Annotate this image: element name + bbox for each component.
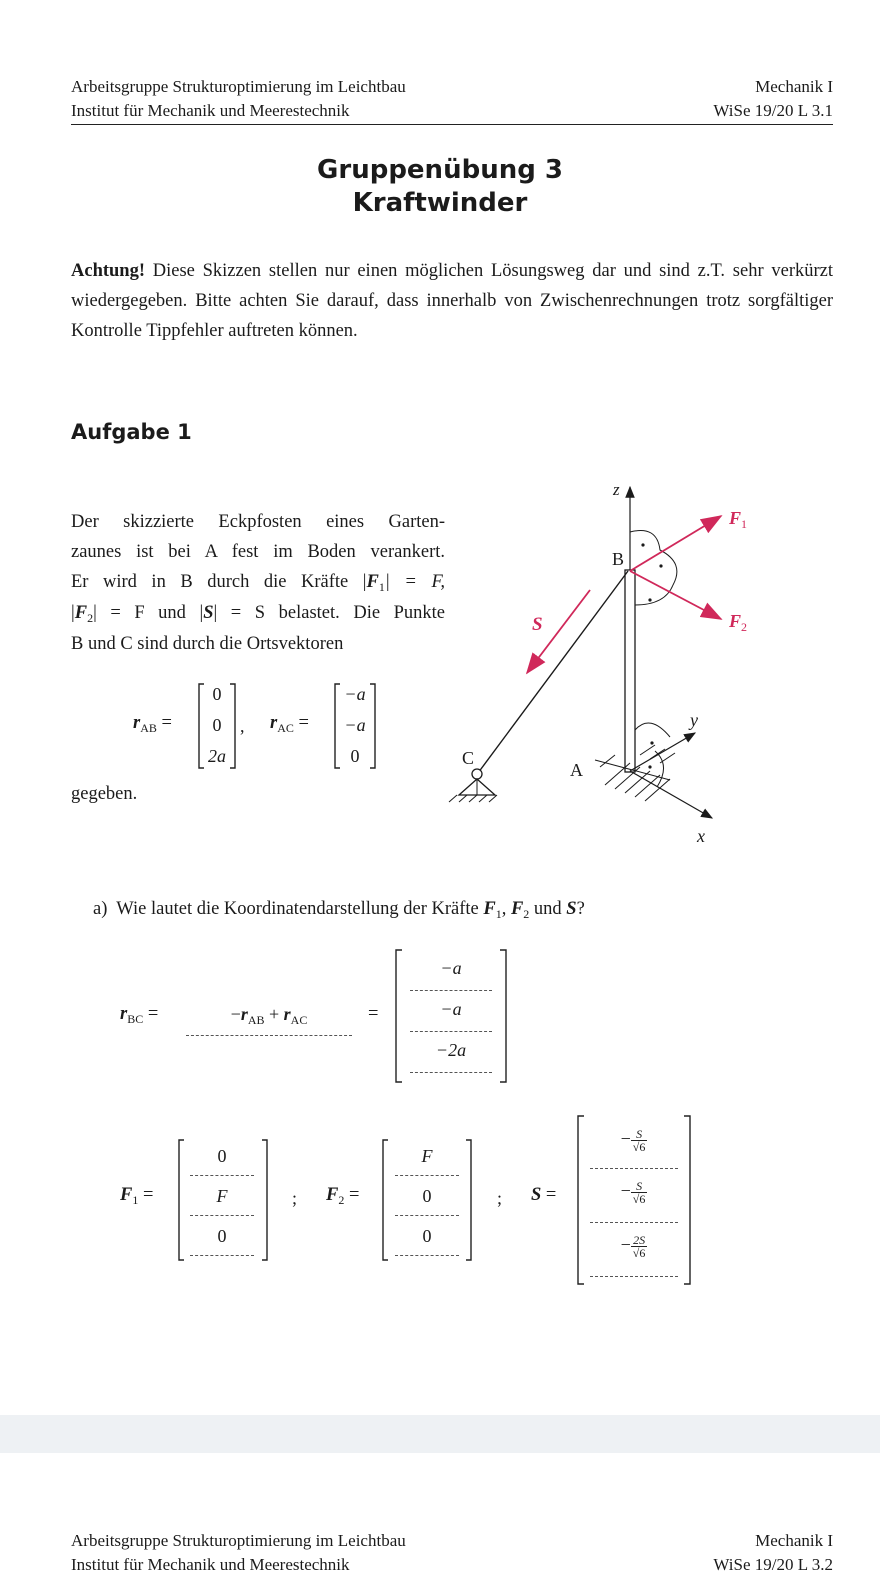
f1-z: 0	[217, 1226, 227, 1246]
r-ac-x: −a	[344, 684, 366, 704]
label-c: C	[462, 748, 475, 768]
label-f1: $F_1$	[729, 508, 748, 531]
label-x: x	[697, 826, 705, 846]
task-text	[71, 507, 445, 659]
header-semester: WiSe 19/20 L 3.1	[713, 101, 833, 120]
label-f2: $F_2$	[729, 611, 748, 634]
task-line5: B und C sind durch die Ortsvektoren	[71, 634, 344, 654]
r-bc-y: −a	[440, 999, 462, 1019]
page-separator	[0, 1415, 880, 1453]
angle-arc-a1	[635, 723, 670, 737]
y-axis	[630, 733, 695, 771]
page-subtitle: Kraftwinder	[352, 188, 528, 218]
r-bc-y-blank	[410, 1031, 492, 1032]
f1-label: $F_1$ =	[120, 1185, 154, 1207]
r-ab-y: 0	[212, 715, 222, 735]
s-x: − $\frac{S}{√6}$	[620, 1127, 646, 1154]
task-line2: zaunes ist bei A fest im Boden verankert.	[71, 542, 445, 562]
s-label: S =	[531, 1185, 557, 1205]
post	[625, 570, 635, 772]
header-rule	[71, 124, 833, 125]
r-ab-z: 2a	[208, 746, 226, 766]
r-bc-z-blank	[410, 1072, 492, 1073]
next-header-institution-line1: Arbeitsgruppe Strukturoptimierung im Leichtbau	[71, 1531, 406, 1550]
r-ac-z: 0	[350, 746, 360, 766]
separator-2: ;	[497, 1188, 503, 1208]
r-bc-label: $r_{BC}$ =	[120, 1004, 159, 1026]
f2-z: 0	[422, 1226, 432, 1246]
x-axis	[630, 771, 712, 818]
f1-y: F	[216, 1186, 228, 1206]
f2-label: $F_2$ =	[326, 1185, 360, 1207]
task-heading: Aufgabe 1	[71, 420, 192, 444]
force-f1-arrow	[630, 516, 721, 571]
f1-x: 0	[217, 1146, 227, 1166]
s-z: − $\frac{2S}{√6}$	[620, 1233, 646, 1260]
label-a: A	[570, 760, 583, 780]
r-bc-x: −a	[440, 958, 462, 978]
r-bc-z: −2a	[435, 1040, 467, 1060]
next-header-institution-line2: Institut für Mechanik und Meerestechnik	[71, 1555, 350, 1574]
part-a-question: a) Wie lautet die Koordinatendarstellung der Kräfte $F_1$, $F_2$ und S?	[93, 899, 585, 921]
r-bc-expression: $-r_{AB} + r_{AC}$	[230, 1004, 308, 1027]
task-line1: Der skizzierte Eckpfosten eines Garten-	[71, 512, 445, 532]
task-line3: Er wird in B durch die Kräfte $|F_1| = F$,	[71, 572, 445, 594]
notice-paragraph	[71, 256, 833, 346]
label-z: z	[613, 480, 620, 499]
notice-bold: Achtung!	[71, 261, 146, 281]
s-x-blank	[590, 1168, 678, 1169]
r-bc-expr-blank	[186, 1035, 352, 1036]
f1-z-blank	[190, 1255, 254, 1256]
f2-z-blank	[395, 1255, 459, 1256]
r-bc-x-blank	[410, 990, 492, 991]
s-y: − $\frac{S}{√6}$	[620, 1179, 646, 1206]
s-z-blank	[590, 1276, 678, 1277]
label-b: B	[612, 549, 625, 569]
f1-x-blank	[190, 1175, 254, 1176]
strut-bc	[478, 571, 628, 773]
post-figure	[445, 475, 785, 850]
f2-y: 0	[422, 1186, 432, 1206]
separator-1: ;	[292, 1188, 298, 1208]
next-header-semester: WiSe 19/20 L 3.2	[713, 1555, 833, 1574]
next-header-course: Mechanik I	[755, 1531, 833, 1550]
r-ab-x: 0	[212, 684, 222, 704]
header-institution-line2: Institut für Mechanik und Meerestechnik	[71, 101, 350, 120]
r-bc-eq: =	[368, 1004, 379, 1024]
label-s: S	[532, 614, 543, 635]
r-ac-label: $r_{AC}$ =	[270, 713, 309, 735]
page-title: Gruppenübung 3	[317, 155, 563, 185]
notice-text: Diese Skizzen stellen nur einen möglichen Lösungsweg dar und sind z.T. sehr verkürzt wiedergegeben. Bitte achten Sie darauf, dass innerhalb von Zwischenrechnungen trotz sorgfältiger Kontrolle Tippfehler auftreten können.	[71, 261, 833, 341]
r-ab-label: $r_{AB}$ =	[133, 713, 172, 735]
f1-y-blank	[190, 1215, 254, 1216]
f2-y-blank	[395, 1215, 459, 1216]
pin-hatch	[449, 795, 497, 802]
given-text: gegeben.	[71, 784, 138, 804]
r-ab-comma: ,	[240, 716, 245, 736]
f2-x-blank	[395, 1175, 459, 1176]
r-ac-y: −a	[344, 715, 366, 735]
s-y-blank	[590, 1222, 678, 1223]
header-course: Mechanik I	[755, 77, 833, 96]
angle-arc-a2	[655, 751, 664, 787]
header-institution-line1: Arbeitsgruppe Strukturoptimierung im Leichtbau	[71, 77, 406, 96]
task-line4: $|F_2| = F$ und |S| = S belastet. Die Punkte	[71, 603, 446, 625]
pin-c	[472, 769, 482, 779]
label-y: y	[690, 710, 698, 730]
f2-x: F	[421, 1146, 433, 1166]
